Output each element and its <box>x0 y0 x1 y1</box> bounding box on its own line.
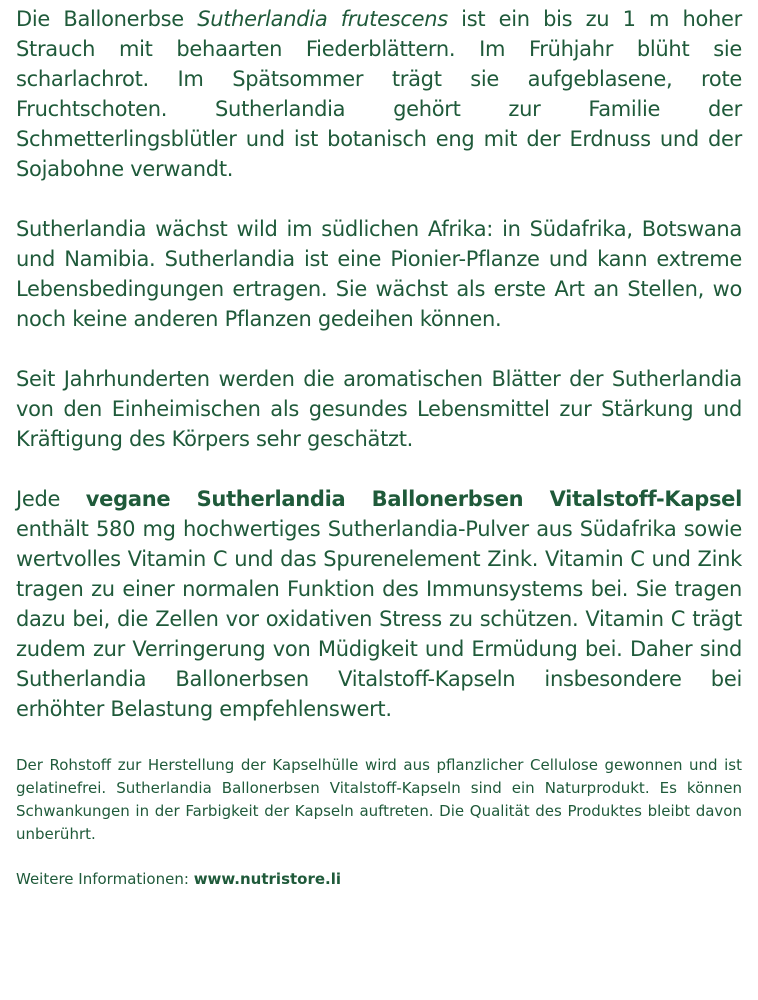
p4-after: enthält 580 mg hochwertiges Sutherlandia-Pulver aus Südafrika sowie wertvolles Vitamin C und das Spurenelement Zink. Vitamin C und Zink tragen zu einer normalen Funktion des Immunsystems bei. Sie tragen dazu bei, die Zellen vor oxidativen Stress zu schützen. Vitamin C trägt zudem zur Verringerung von Müdigkeit und Ermüdung bei. Daher sind Sutherlandia Ballonerbsen Vitalstoff-Kapseln insbesondere bei erhöhter Belastung empfehlenswert. <box>16 517 742 721</box>
paragraph-plant-description <box>16 4 742 184</box>
product-name: vegane Sutherlandia Ballonerbsen Vitalstoff-Kapsel <box>85 487 742 511</box>
botanical-name: Sutherlandia frutescens <box>197 7 448 31</box>
paragraph-capsule-content <box>16 484 742 724</box>
more-info-label: Weitere Informationen: <box>16 870 194 888</box>
paragraph-habitat: Sutherlandia wächst wild im südlichen Afrika: in Südafrika, Botswana und Namibia. Sutherlandia ist eine Pionier-Pflanze und kann extreme Lebensbedingungen ertragen. Sie wächst als erste Art an Stellen, wo noch keine anderen Pflanzen gedeihen können. <box>16 217 742 331</box>
p1-before: Die Ballonerbse <box>16 7 198 31</box>
p4-before: Jede <box>16 487 86 511</box>
website-link[interactable]: www.nutristore.li <box>193 870 342 888</box>
paragraph-capsule-note: Der Rohstoff zur Herstellung der Kapselhülle wird aus pflanzlicher Cellulose gewonnen und ist gelatinefrei. Sutherlandia Ballonerbsen Vitalstoff-Kapseln sind ein Naturprodukt. Es können Schwankungen in der Farbigkeit der Kapseln auftreten. Die Qualität des Produktes bleibt davon unberührt. <box>16 756 742 843</box>
document-body <box>16 4 742 891</box>
p1-after: ist ein bis zu 1 m hoher Strauch mit behaarten Fiederblättern. Im Frühjahr blüht sie scharlachrot. Im Spätsommer trägt sie aufgeblasene, rote Fruchtschoten. Sutherlandia gehört zur Familie der Schmetterlingsblütler und ist botanisch eng mit der Erdnuss und der Sojabohne verwandt. <box>16 7 742 181</box>
more-info-line <box>16 868 742 891</box>
paragraph-tradition: Seit Jahrhunderten werden die aromatischen Blätter der Sutherlandia von den Einheimischen als gesundes Lebensmittel zur Stärkung und Kräftigung des Körpers sehr geschätzt. <box>16 367 742 451</box>
